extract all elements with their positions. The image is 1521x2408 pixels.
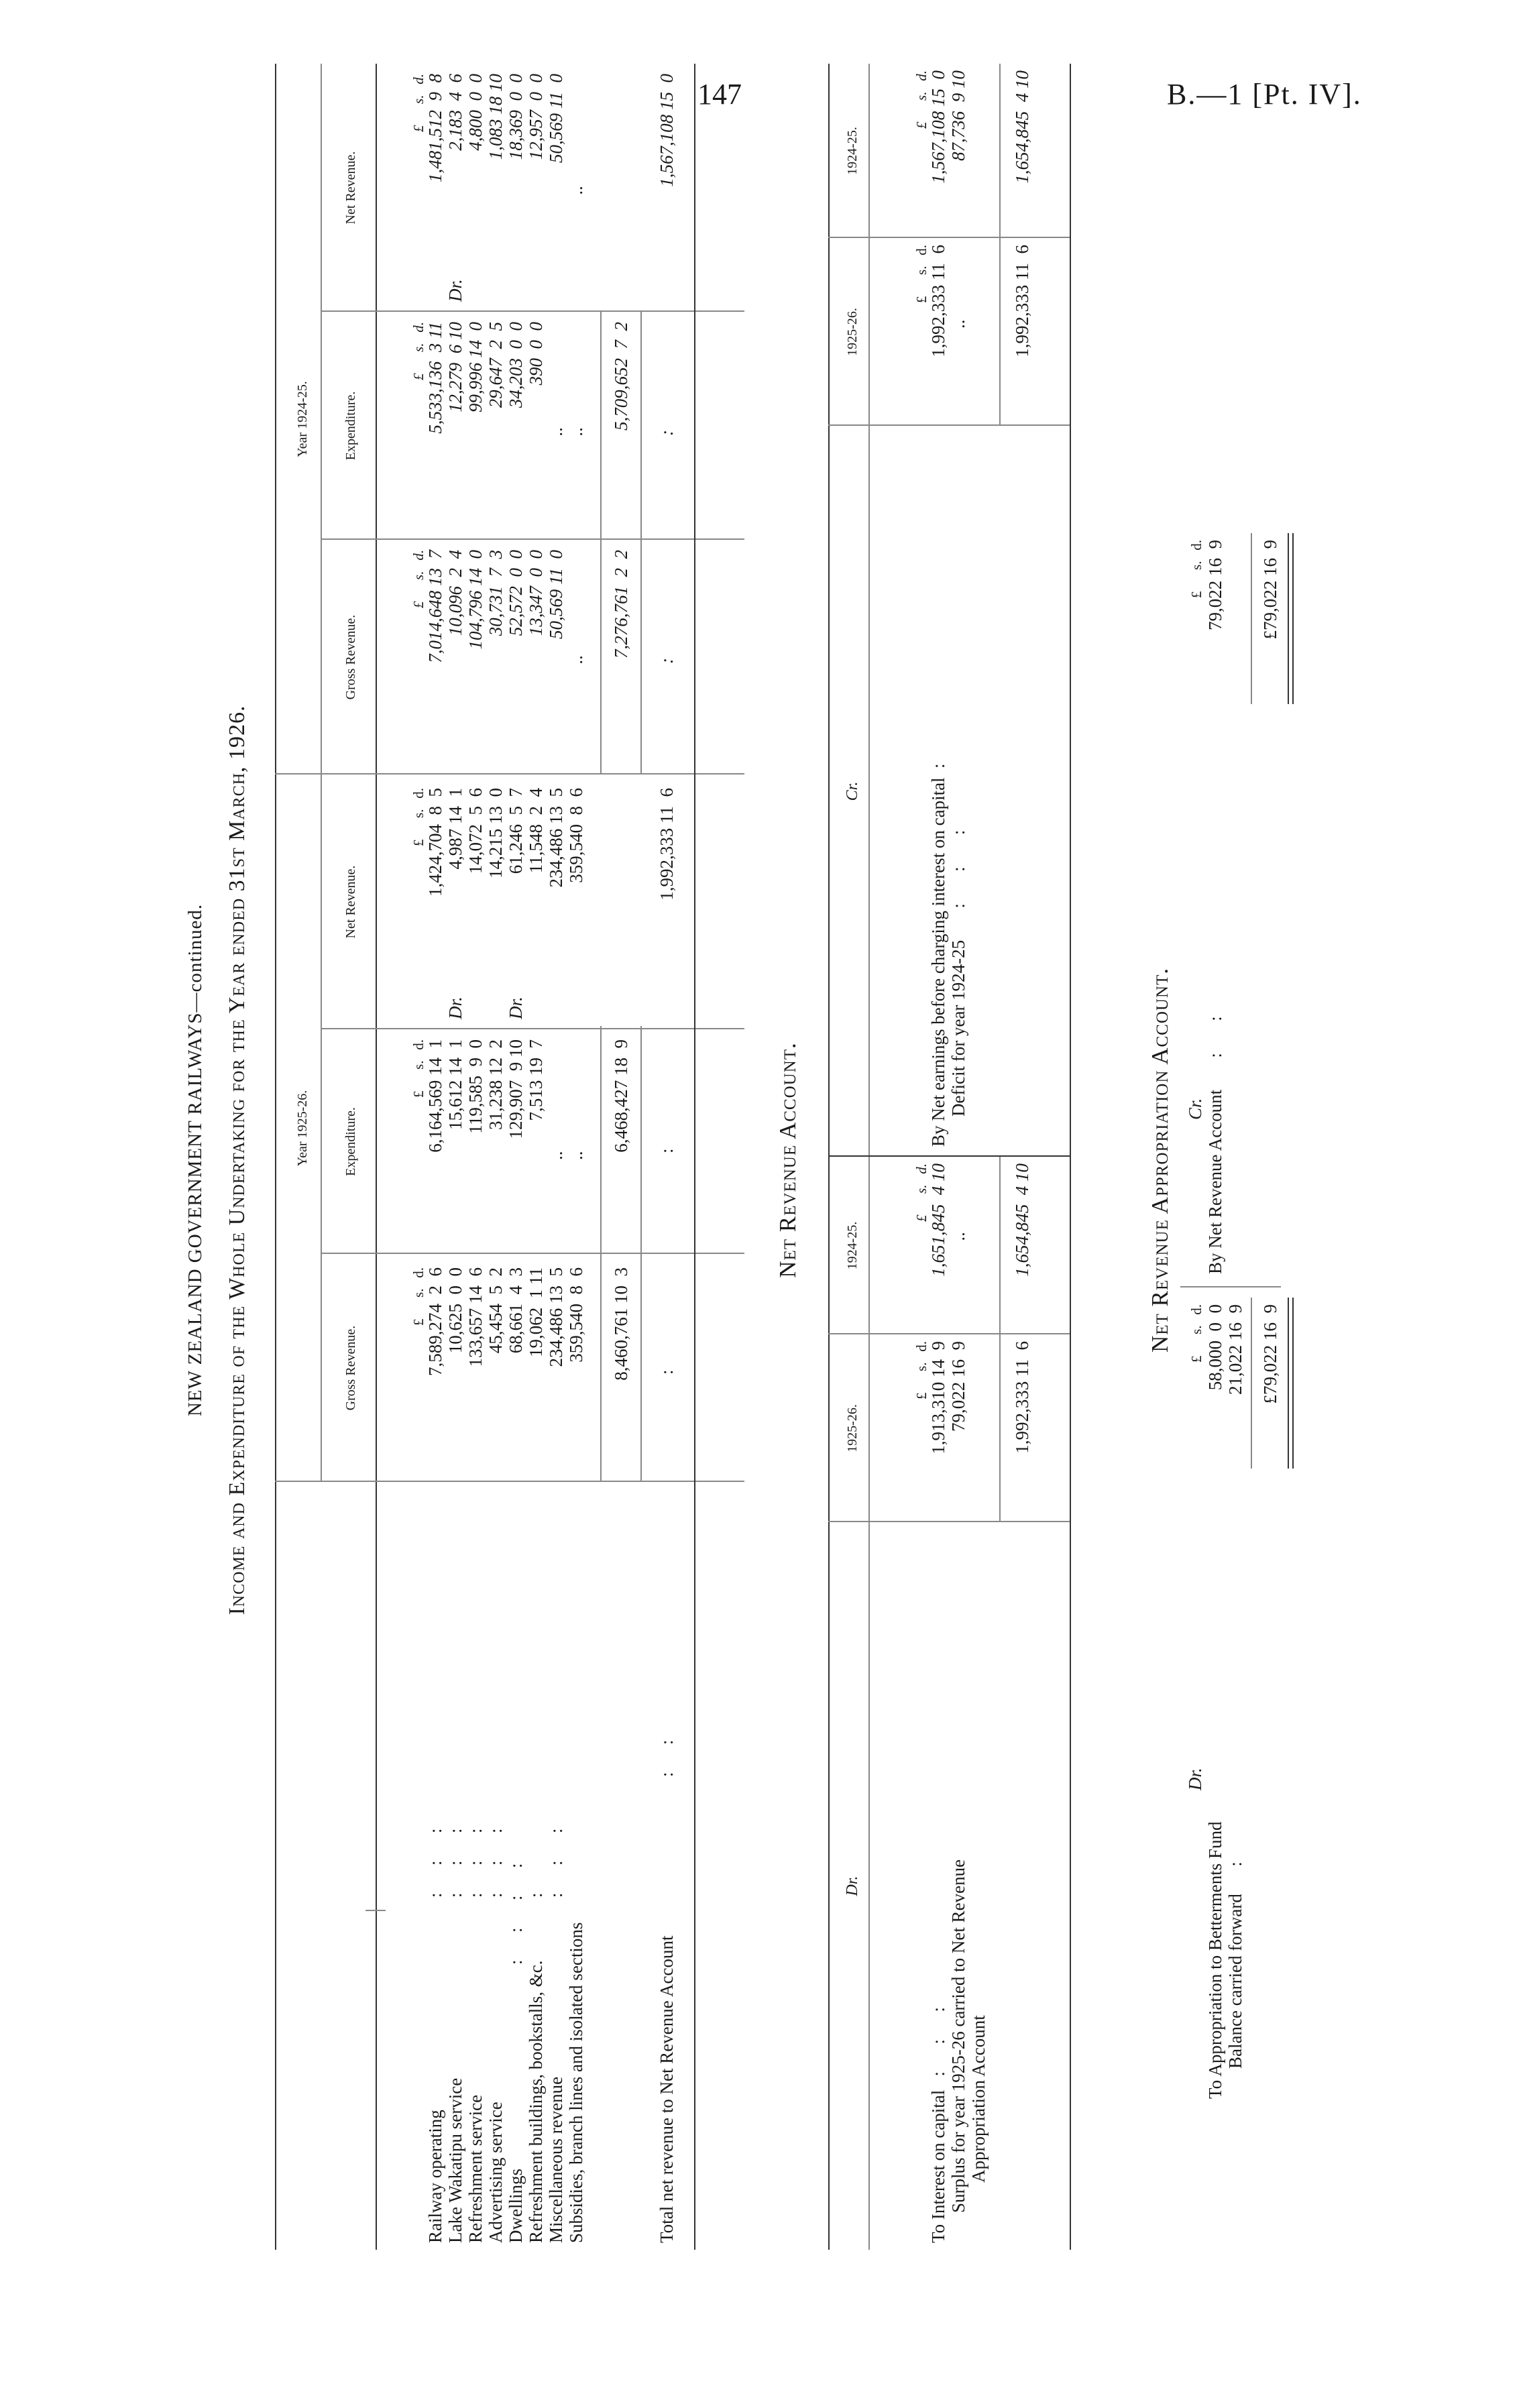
value-1924-25: 1,567,108 15 0 — [928, 70, 948, 184]
account-rule-top — [828, 64, 830, 2250]
year-1924-25-label: 1924-25. — [845, 127, 860, 175]
gross-revenue-value: 359,540 8 6 — [566, 1267, 586, 1363]
row-label: Balance carried forward : — [1225, 1861, 1245, 2069]
leader-dots: : : : — [425, 1828, 445, 1898]
units-label: £ s. d. — [913, 245, 929, 303]
gross-revenue-value: 133,657 14 6 — [465, 1267, 486, 1367]
year-1925-26-label: 1925-26. — [845, 308, 860, 356]
expenditure-header: Expenditure. — [343, 391, 358, 461]
gross-revenue-value: .. — [566, 654, 586, 664]
debit-marker: Dr. — [506, 996, 526, 1019]
expenditure-value: 12,279 6 10 — [445, 322, 465, 412]
units-label: £ s. d. — [913, 1163, 929, 1222]
gross-revenue-value: 10,096 2 4 — [445, 550, 465, 636]
units-label: £ s. d. — [410, 788, 427, 846]
expenditure-value: 119,585 9 0 — [465, 1039, 486, 1134]
net-revenue-value: 1,481,512 9 8 — [425, 74, 445, 182]
totals-rule — [999, 1157, 1001, 1522]
table-rule-top — [275, 64, 276, 2250]
row-label: By Net earnings before charging interest on capital : — [928, 763, 948, 1147]
value-1924-25: 1,651,845 4 10 — [928, 1163, 948, 1277]
expenditure-value: 31,238 12 2 — [486, 1039, 506, 1130]
account-rule-head — [868, 64, 870, 2250]
row-label: By Net Revenue Account : : — [1205, 1016, 1225, 1274]
value-1925-26: 1,992,333 11 6 — [928, 245, 948, 357]
credit-heading: Cr. — [844, 781, 861, 801]
table-divider — [321, 1028, 744, 1029]
totals-rule — [999, 64, 1001, 426]
units-label: £ s. d. — [410, 1039, 427, 1098]
account-divider — [828, 237, 1070, 238]
value-1924-25: .. — [948, 1231, 968, 1241]
gross-revenue-value: 104,796 14 0 — [465, 550, 486, 650]
leader-dots: : : : — [546, 1828, 566, 1898]
net-revenue-value: 18,369 0 0 — [506, 74, 526, 160]
expenditure-value: .. — [566, 1151, 586, 1160]
row-label: Refreshment buildings, bookstalls, &c. — [526, 1960, 546, 2243]
gross-revenue-value: 7,589,274 2 6 — [425, 1267, 445, 1376]
row-label: Advertising service — [486, 2102, 506, 2243]
debit-total-1924-25: 1,654,845 4 10 — [1012, 1163, 1032, 1277]
units-label: £ s. d. — [1188, 1304, 1204, 1363]
leader-dots: : : — [657, 1739, 677, 1777]
expenditure-value: 99,996 14 0 — [465, 322, 486, 412]
net-revenue-value: 12,957 0 0 — [526, 74, 546, 160]
units-label: £ s. d. — [913, 1341, 929, 1399]
year-1924-25-label: 1924-25. — [845, 1221, 860, 1270]
units-label: £ s. d. — [913, 70, 929, 129]
gross-revenue-total: 8,460,761 10 3 — [611, 1267, 631, 1381]
row-label: Subsidies, branch lines and isolated sections — [566, 1922, 586, 2243]
gross-revenue-value: 10,625 0 0 — [445, 1267, 465, 1354]
net-revenue-header: Net Revenue. — [343, 865, 358, 939]
row-label: To Appropriation to Betterments Fund — [1205, 1821, 1225, 2099]
net-revenue-value: 61,246 5 7 — [506, 788, 526, 874]
net-revenue-value: 1,083 18 10 — [486, 74, 506, 160]
expenditure-value: : — [657, 430, 677, 436]
expenditure-value: 34,203 0 0 — [506, 322, 526, 408]
gross-revenue-value: 13,347 0 0 — [526, 550, 546, 636]
year-1925-26-label: Year 1925-26. — [295, 1090, 310, 1167]
credit-total-1925-26: 1,992,333 11 6 — [1012, 245, 1032, 357]
credit-total-1924-25: 1,654,845 4 10 — [1012, 70, 1032, 184]
value-1925-26: 1,913,310 14 9 — [928, 1341, 948, 1454]
units-label: £ s. d. — [410, 1267, 427, 1326]
table-divider — [321, 1253, 744, 1254]
year-1925-26-label: 1925-26. — [845, 1404, 860, 1452]
expenditure-value: 7,513 19 7 — [526, 1039, 546, 1121]
gross-revenue-value: 234,486 13 5 — [546, 1267, 566, 1367]
expenditure-value: 29,647 2 5 — [486, 322, 506, 408]
gross-revenue-value: 30,731 7 3 — [486, 550, 506, 636]
account-divider — [828, 1521, 1070, 1522]
stub-mark — [365, 1910, 386, 1911]
row-label: Refreshment service — [465, 2094, 486, 2243]
row-label: Total net revenue to Net Revenue Account — [657, 1935, 677, 2243]
gross-revenue-value: 52,572 0 0 — [506, 550, 526, 636]
net-revenue-value: 50,569 11 0 — [546, 74, 566, 163]
gross-revenue-total: 7,276,761 2 2 — [611, 550, 631, 658]
gross-revenue-header: Gross Revenue. — [343, 1325, 358, 1411]
units-label: £ s. d. — [410, 74, 427, 132]
table-divider — [321, 538, 744, 540]
totals-rule — [640, 1026, 642, 1482]
totals-rule — [1251, 533, 1252, 704]
account-centre-divider — [1180, 1286, 1281, 1287]
credit-total: £79,022 16 9 — [1260, 540, 1280, 640]
table-rule-head — [376, 64, 377, 2250]
rotated-content — [94, 60, 1428, 2260]
totals-rule — [1251, 1298, 1252, 1469]
gross-revenue-value: 50,569 11 0 — [546, 550, 566, 639]
document-reference: B.—1 [Pt. IV]. — [1167, 78, 1362, 111]
expenditure-value: 390 0 0 — [526, 322, 546, 386]
expenditure-header: Expenditure. — [343, 1107, 358, 1176]
expenditure-value: .. — [546, 426, 566, 436]
totals-rule — [640, 312, 642, 775]
value-1924-25: 87,736 9 10 — [948, 70, 968, 161]
gross-revenue-value: : — [657, 1369, 677, 1375]
page-number: 147 — [697, 78, 742, 111]
table-divider — [321, 310, 744, 312]
expenditure-value: 6,164,569 14 1 — [425, 1039, 445, 1153]
expenditure-value: 5,533,136 3 11 — [425, 322, 445, 434]
units-label: £ s. d. — [410, 322, 427, 380]
net-revenue-total: 1,992,333 11 6 — [657, 788, 677, 901]
leader-dots: : : : — [445, 1828, 465, 1898]
row-value: 58,000 0 0 — [1205, 1304, 1225, 1391]
gross-revenue-value: : — [657, 658, 677, 664]
totals-rule — [600, 312, 602, 775]
gross-revenue-value: 45,454 5 2 — [486, 1267, 506, 1354]
year-1924-25-label: Year 1924-25. — [295, 381, 310, 457]
account-centre-divider — [828, 1155, 1070, 1157]
document-subheading: Income and Expenditure of the Whole Undertaking for the Year ended 31st March, 1926. — [225, 705, 249, 1615]
net-revenue-value: 2,183 4 6 — [445, 74, 465, 151]
net-revenue-value: 359,540 8 6 — [566, 788, 586, 883]
debit-marker: Dr. — [445, 996, 465, 1019]
row-label: Surplus for year 1925-26 carried to Net Revenue — [948, 1859, 968, 2213]
row-label: Appropriation Account — [968, 2015, 989, 2183]
value-1925-26: 79,022 16 9 — [948, 1341, 968, 1432]
net-revenue-value: 11,548 2 4 — [526, 788, 546, 874]
net-revenue-total: 1,567,108 15 0 — [657, 74, 677, 187]
net-revenue-value: 14,072 5 6 — [465, 788, 486, 874]
row-value: 79,022 16 9 — [1205, 540, 1225, 630]
gross-revenue-value: 19,062 1 11 — [526, 1267, 546, 1357]
expenditure-value: .. — [546, 1151, 566, 1160]
gross-revenue-header: Gross Revenue. — [343, 614, 358, 700]
double-rule — [1288, 1298, 1294, 1469]
value-1925-26: .. — [948, 319, 968, 329]
net-revenue-value: 14,215 13 0 — [486, 788, 506, 878]
totals-rule — [600, 1026, 602, 1482]
units-label: £ s. d. — [1188, 540, 1204, 598]
row-value: 21,022 16 9 — [1225, 1304, 1245, 1395]
row-label: Railway operating — [425, 2110, 445, 2243]
row-label: Deficit for year 1924-25 : : : — [948, 829, 968, 1116]
expenditure-total: 6,468,427 18 9 — [611, 1039, 631, 1153]
account-divider — [828, 424, 1070, 426]
gross-revenue-value: 68,661 4 3 — [506, 1267, 526, 1354]
leader-dots: : : : — [486, 1828, 506, 1898]
net-revenue-value: 234,486 13 5 — [546, 788, 566, 888]
credit-heading: Cr. — [1185, 1098, 1205, 1120]
account-divider — [828, 1333, 1070, 1334]
double-rule — [1288, 533, 1294, 704]
net-revenue-value: 4,800 0 0 — [465, 74, 486, 151]
debit-total: £79,022 16 9 — [1260, 1304, 1280, 1404]
document-heading: NEW ZEALAND GOVERNMENT RAILWAYS—continued. — [184, 903, 206, 1417]
row-label: Miscellaneous revenue — [546, 2076, 566, 2243]
net-revenue-value: 1,424,704 8 5 — [425, 788, 445, 897]
leader-dots: : — [526, 1892, 546, 1898]
expenditure-value: .. — [566, 426, 586, 436]
account-rule-bottom — [1070, 64, 1071, 2250]
row-label: Lake Wakatipu service — [445, 2077, 465, 2243]
expenditure-value: 129,907 9 10 — [506, 1039, 526, 1139]
leader-dots: : : : : — [506, 1863, 526, 1965]
section-heading: Net Revenue Account. — [775, 1042, 801, 1278]
leader-dots: : : : — [465, 1828, 486, 1898]
expenditure-value: : — [657, 1148, 677, 1153]
net-revenue-header: Net Revenue. — [343, 151, 358, 225]
units-label: £ s. d. — [410, 550, 427, 608]
net-revenue-value: .. — [566, 185, 586, 194]
table-rule-bottom — [694, 64, 695, 2250]
section-heading: Net Revenue Appropriation Account. — [1147, 967, 1173, 1353]
gross-revenue-value: 7,014,648 13 7 — [425, 550, 445, 663]
row-label: Dwellings — [506, 2169, 526, 2243]
debit-heading: Dr. — [1185, 1768, 1205, 1790]
debit-marker: Dr. — [445, 279, 465, 302]
net-revenue-value: 4,987 14 1 — [445, 788, 465, 870]
row-label: To Interest on capital : : : — [928, 2006, 948, 2243]
expenditure-total: 5,709,652 7 2 — [611, 322, 631, 431]
debit-total-1925-26: 1,992,333 11 6 — [1012, 1341, 1032, 1454]
debit-heading: Dr. — [844, 1876, 861, 1896]
expenditure-value: 15,612 14 1 — [445, 1039, 465, 1130]
